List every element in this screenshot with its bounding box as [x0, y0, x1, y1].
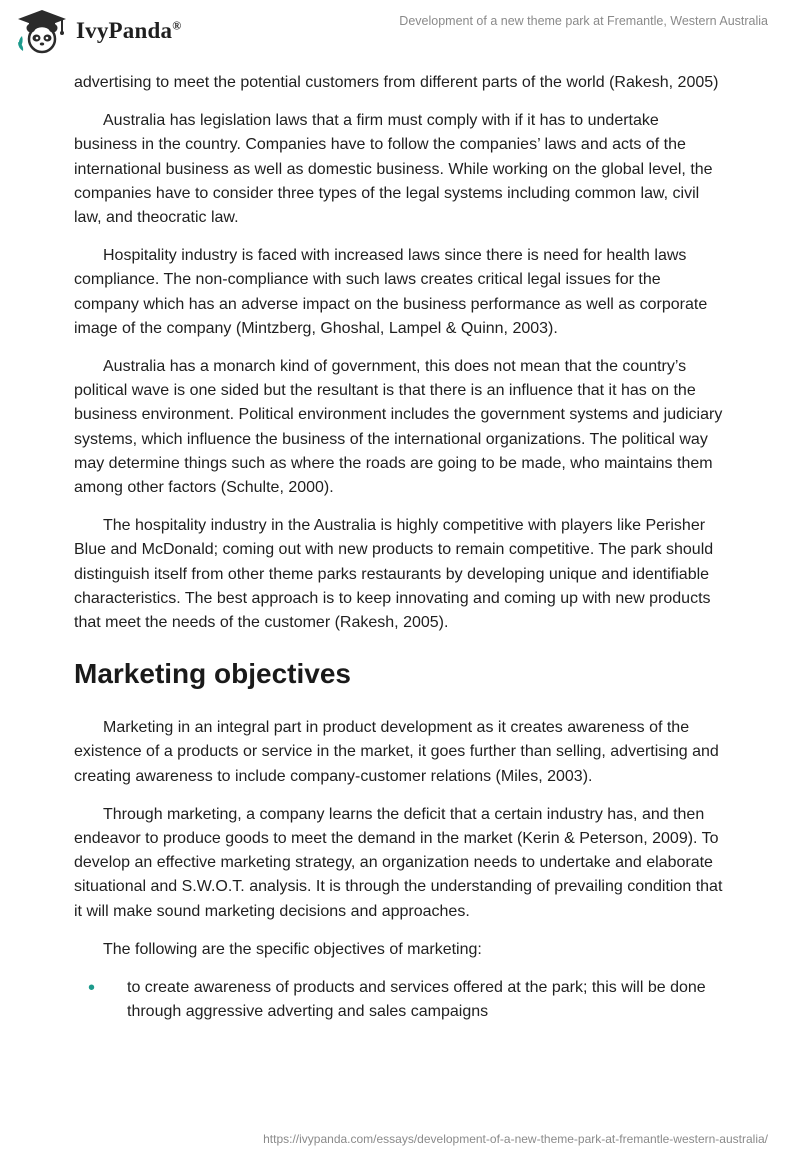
bullet-icon: •	[88, 977, 96, 1000]
objectives-list	[74, 976, 724, 1024]
paragraph: Australia has a monarch kind of government, this does not mean that the country’s political wave is one sided but the resultant is that there is an influence that it has on the business environment. Political environment includes the government systems and judiciary systems, which influence the business of the international organizations. The political way may determine things such as where the roads are going to be made, who maintains them among other factors (Schulte, 2000).	[74, 358, 723, 497]
logo[interactable]	[14, 8, 181, 54]
panda-logo-icon	[14, 8, 70, 54]
brand-name: IvyPanda	[76, 18, 173, 43]
source-url[interactable]: https://ivypanda.com/essays/development-of-a-new-theme-park-at-fremantle-western-australia/	[263, 1132, 768, 1146]
paragraph: The hospitality industry in the Australia is highly competitive with players like Perisher Blue and McDonald; coming out with new products to remain competitive. The park should distinguish itself from other theme parks restaurants by developing unique and identifiable characteristics. The best approach is to keep innovating and coming up with new products that meet the needs of the customer (Rakesh, 2005).	[74, 517, 714, 632]
paragraph: Marketing in an integral part in product development as it creates awareness of the existence of a products or service in the market, it goes further than selling, advertising and creating awareness to include company-customer relations (Miles, 2003).	[74, 719, 719, 785]
paragraph: advertising to meet the potential customers from different parts of the world (Rakesh, 2005)	[74, 74, 719, 91]
page-header	[0, 0, 800, 64]
registered-mark: ®	[172, 18, 182, 33]
document-title: Development of a new theme park at Fremantle, Western Australia	[399, 14, 768, 28]
paragraph: Through marketing, a company learns the deficit that a certain industry has, and then endeavor to produce goods to meet the demand in the market (Kerin & Peterson, 2009). To develop an effective marketing strategy, an organization needs to undertake and elaborate situational and S.W.O.T. analysis. It is through the understanding of prevailing condition that it will make sound marketing decisions and approaches.	[74, 805, 723, 920]
paragraph: Australia has legislation laws that a firm must comply with if it has to undertake business in the country. Companies have to follow the companies’ laws and acts of the international business as well as domestic business. While working on the global level, the companies have to consider three types of the legal systems including common law, civil law, and theocratic law.	[74, 112, 713, 227]
list-item	[74, 976, 724, 1024]
paragraph: The following are the specific objectives of marketing:	[103, 940, 482, 958]
article-body	[74, 71, 724, 1025]
list-item-text: to create awareness of products and services offered at the park; this will be done through aggressive adverting and sales campaigns	[127, 979, 706, 1021]
paragraph: Hospitality industry is faced with increased laws since there is need for health laws compliance. The non-compliance with such laws creates critical legal issues for the company which has an adverse impact on the business performance as well as corporate image of the company (Mintzberg, Ghoshal, Lampel & Quinn, 2003).	[74, 247, 708, 337]
section-heading: Marketing objectives	[74, 658, 351, 690]
